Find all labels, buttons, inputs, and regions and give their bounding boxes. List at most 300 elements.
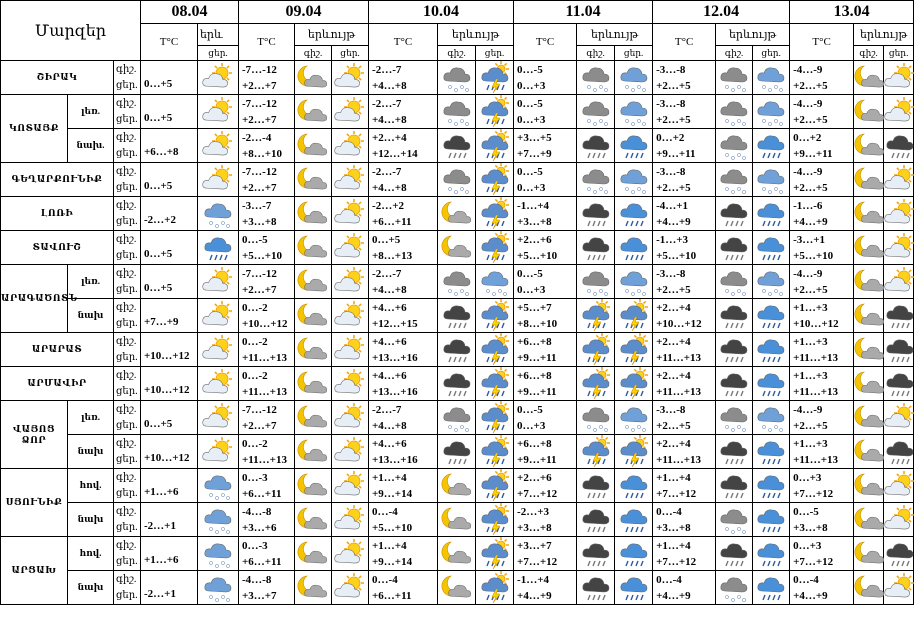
day-weather-cell — [753, 333, 790, 367]
sun-cloud-icon — [202, 267, 234, 297]
day-temperature: +7…+12 — [793, 487, 834, 500]
temperature-header: T°C — [514, 24, 577, 61]
snow-cloud-icon — [441, 165, 473, 195]
night-temperature: 0…+3 — [793, 471, 822, 484]
dark-cloud-icon — [580, 471, 612, 501]
thunder-rain-icon — [479, 505, 511, 535]
table-row — [1, 61, 914, 95]
phenomenon-header: երևույթ — [295, 24, 369, 46]
night-label: գիշ. — [295, 46, 332, 61]
night-temperature: +2…+4 — [656, 301, 691, 314]
day-weather-cell — [753, 197, 790, 231]
day-weather-cell — [332, 231, 369, 265]
night-weather-cell — [716, 197, 753, 231]
snow-cloud-icon — [441, 63, 473, 93]
dark-cloud-icon — [884, 301, 916, 331]
phenomenon-header: երևույթ — [854, 24, 914, 46]
night-label: գիշ. — [116, 267, 137, 279]
zone-label: նախ — [68, 299, 114, 333]
dark-cloud-icon — [718, 233, 750, 263]
night-weather-cell — [716, 129, 753, 163]
night-weather-cell — [438, 469, 476, 503]
sun-cloud-icon — [202, 97, 234, 127]
night-label: գիշ. — [116, 233, 137, 245]
night-temperature: 0…-5 — [517, 63, 543, 76]
night-temperature: +2…+6 — [517, 233, 552, 246]
day-temperature: +2…+7 — [242, 181, 277, 194]
day-temperature: +2…+7 — [242, 419, 277, 432]
night-temperature: -4…+1 — [656, 199, 689, 212]
moon-cloud-icon — [441, 199, 473, 229]
sun-cloud-icon — [202, 335, 234, 365]
snow-cloud-icon — [441, 403, 473, 433]
day-temperature: +13…+16 — [372, 351, 418, 364]
day-weather-cell — [332, 197, 369, 231]
sun-cloud-icon — [334, 437, 366, 467]
weather-cell — [198, 197, 239, 231]
day-temperature: +5…+10 — [793, 249, 834, 262]
day-temperature: 0…+5 — [141, 401, 198, 435]
day-temperature: +3…+8 — [517, 215, 552, 228]
moon-cloud-icon — [297, 369, 329, 399]
day-weather-cell — [884, 367, 914, 401]
table-row — [1, 299, 914, 333]
night-label: գիշ. — [438, 46, 476, 61]
night-weather-cell — [438, 503, 476, 537]
snow-cloud-icon — [718, 267, 750, 297]
night-weather-cell — [438, 129, 476, 163]
moon-cloud-icon — [297, 233, 329, 263]
night-temperature: -4…-9 — [793, 165, 823, 178]
night-temperature: +1…+4 — [656, 471, 691, 484]
day-weather-cell — [884, 537, 914, 571]
night-temperature: 0…-2 — [242, 369, 268, 382]
night-weather-cell — [295, 61, 332, 95]
day-weather-cell — [332, 265, 369, 299]
night-weather-cell — [438, 333, 476, 367]
region-name: ԱՐՄԱՎԻՐ — [1, 367, 114, 401]
thunder-rain-icon — [479, 199, 511, 229]
day-weather-cell — [332, 435, 369, 469]
snow-cloud-icon — [441, 97, 473, 127]
night-temperature: -4…-8 — [242, 573, 272, 586]
night-weather-cell — [438, 537, 476, 571]
snow-cloud-icon — [718, 403, 750, 433]
day-weather-cell — [753, 163, 790, 197]
day-weather-cell — [615, 265, 653, 299]
night-weather-cell — [438, 163, 476, 197]
moon-cloud-icon — [297, 335, 329, 365]
night-weather-cell — [295, 129, 332, 163]
thunder-rain-icon — [479, 539, 511, 569]
dark-cloud-icon — [441, 131, 473, 161]
night-weather-cell — [854, 129, 884, 163]
temperature-header: T°C — [369, 24, 438, 61]
region-name: ԱՐԱԳԱԾՈՏՆ — [1, 265, 68, 333]
night-weather-cell — [577, 61, 615, 95]
day-temperature: +2…+5 — [656, 283, 691, 296]
sun-cloud-icon — [334, 267, 366, 297]
day-weather-cell — [884, 265, 914, 299]
day-temperature: +9…+11 — [517, 385, 557, 398]
day-temperature: +6…+11 — [372, 589, 412, 602]
day-weather-cell — [753, 129, 790, 163]
day-weather-cell — [476, 163, 514, 197]
rain-cloud-icon — [755, 573, 787, 603]
day-weather-cell — [615, 401, 653, 435]
night-weather-cell — [577, 435, 615, 469]
rain-cloud-icon — [755, 335, 787, 365]
day-weather-cell — [476, 333, 514, 367]
day-temperature: +2…+7 — [242, 79, 277, 92]
snow-cloud-icon — [718, 165, 750, 195]
night-weather-cell — [438, 401, 476, 435]
thunder-rain-icon — [580, 335, 612, 365]
day-label: ցեր. — [198, 46, 239, 61]
weather-cell — [198, 231, 239, 265]
night-temperature: -7…-12 — [242, 165, 277, 178]
rain-snow-icon — [618, 165, 650, 195]
dark-cloud-icon — [718, 437, 750, 467]
night-weather-cell — [716, 61, 753, 95]
dark-cloud-icon — [884, 539, 916, 569]
rain-snow-icon — [618, 403, 650, 433]
thunder-rain-icon — [479, 233, 511, 263]
day-temperature: +10…+12 — [242, 317, 288, 330]
night-weather-cell — [716, 163, 753, 197]
thunder-rain-icon — [479, 335, 511, 365]
rain-snow-icon — [755, 403, 787, 433]
night-weather-cell — [577, 571, 615, 605]
day-weather-cell — [476, 367, 514, 401]
night-weather-cell — [438, 435, 476, 469]
day-temperature: +11…+13 — [793, 385, 839, 398]
rain-snow-icon — [202, 505, 234, 535]
dark-cloud-icon — [718, 539, 750, 569]
phenomenon-header: երև — [198, 24, 239, 46]
weather-cell — [198, 503, 239, 537]
day-temperature: +11…+13 — [242, 385, 287, 398]
rain-cloud-icon — [618, 131, 650, 161]
dark-cloud-icon — [580, 233, 612, 263]
day-temperature: -2…+2 — [141, 197, 198, 231]
weather-cell — [198, 129, 239, 163]
day-label: ցեր. — [116, 351, 138, 363]
day-temperature: +7…+12 — [517, 555, 558, 568]
rain-snow-icon — [202, 539, 234, 569]
moon-cloud-icon — [854, 505, 886, 535]
night-weather-cell — [295, 367, 332, 401]
dark-cloud-icon — [441, 437, 473, 467]
day-weather-cell — [476, 435, 514, 469]
rain-cloud-icon — [755, 437, 787, 467]
night-temperature: +1…+3 — [793, 437, 828, 450]
rain-snow-icon — [618, 97, 650, 127]
table-row — [1, 129, 914, 163]
sun-cloud-icon — [202, 301, 234, 331]
night-temperature: 0…-2 — [242, 335, 268, 348]
day-label: ցեր. — [116, 181, 138, 193]
day-temperature: 0…+3 — [517, 181, 546, 194]
thunder-rain-icon — [580, 437, 612, 467]
day-weather-cell — [884, 95, 914, 129]
day-temperature: +11…+13 — [656, 351, 702, 364]
sun-cloud-icon — [884, 63, 916, 93]
moon-cloud-icon — [854, 233, 886, 263]
night-weather-cell — [577, 265, 615, 299]
day-temperature: 0…+3 — [517, 113, 546, 126]
day-temperature: +5…+10 — [517, 249, 558, 262]
night-weather-cell — [854, 231, 884, 265]
dark-cloud-icon — [718, 369, 750, 399]
day-weather-cell — [476, 265, 514, 299]
day-label: ցեր. — [116, 317, 138, 329]
rain-snow-icon — [755, 97, 787, 127]
moon-cloud-icon — [297, 131, 329, 161]
day-temperature: +10…+12 — [141, 435, 198, 469]
day-temperature: +2…+5 — [793, 79, 828, 92]
rain-cloud-icon — [755, 233, 787, 263]
sun-cloud-icon — [334, 471, 366, 501]
weather-cell — [198, 367, 239, 401]
temperature-header: T°C — [790, 24, 854, 61]
weather-cell — [198, 401, 239, 435]
day-weather-cell — [476, 129, 514, 163]
night-label: գիշ. — [116, 437, 137, 449]
night-weather-cell — [577, 401, 615, 435]
day-weather-cell — [884, 571, 914, 605]
moon-cloud-icon — [854, 97, 886, 127]
day-temperature: +5…+10 — [372, 521, 413, 534]
rain-cloud-icon — [618, 539, 650, 569]
day-weather-cell — [753, 265, 790, 299]
moon-cloud-icon — [441, 573, 473, 603]
table-row — [1, 333, 914, 367]
night-weather-cell — [577, 537, 615, 571]
weather-cell — [198, 163, 239, 197]
dark-cloud-icon — [441, 301, 473, 331]
day-temperature: +2…+5 — [793, 181, 828, 194]
night-temperature: +3…+7 — [517, 539, 552, 552]
rain-cloud-icon — [755, 131, 787, 161]
night-weather-cell — [854, 299, 884, 333]
day-temperature: +2…+5 — [656, 79, 691, 92]
region-name: ԿՈՏԱՅՔ — [1, 95, 68, 163]
moon-cloud-icon — [854, 131, 886, 161]
region-name: ՇԻՐԱԿ — [1, 61, 114, 95]
night-weather-cell — [716, 299, 753, 333]
day-temperature: +1…+6 — [141, 469, 198, 503]
night-weather-cell — [716, 333, 753, 367]
day-weather-cell — [476, 503, 514, 537]
day-temperature: 0…+3 — [517, 283, 546, 296]
sun-cloud-icon — [884, 165, 916, 195]
day-temperature: +2…+5 — [656, 419, 691, 432]
night-temperature: +1…+4 — [372, 539, 407, 552]
day-weather-cell — [884, 503, 914, 537]
day-temperature: +2…+5 — [793, 113, 828, 126]
day-label: ցեր. — [116, 113, 138, 125]
day-weather-cell — [615, 129, 653, 163]
day-temperature: +7…+12 — [656, 487, 697, 500]
table-row — [1, 435, 914, 469]
day-header: 11.04 — [514, 1, 653, 24]
day-weather-cell — [615, 163, 653, 197]
night-weather-cell — [577, 129, 615, 163]
night-temperature: +4…+6 — [372, 301, 407, 314]
night-weather-cell — [716, 571, 753, 605]
day-temperature: +10…+12 — [793, 317, 839, 330]
sun-cloud-icon — [334, 301, 366, 331]
night-temperature: -3…-8 — [656, 165, 686, 178]
table-row — [1, 265, 914, 299]
night-temperature: +1…+3 — [793, 335, 828, 348]
day-weather-cell — [476, 571, 514, 605]
day-temperature: +3…+7 — [242, 589, 277, 602]
day-weather-cell — [615, 469, 653, 503]
dark-cloud-icon — [884, 335, 916, 365]
night-weather-cell — [577, 503, 615, 537]
day-temperature: +9…+14 — [372, 555, 413, 568]
day-weather-cell — [332, 61, 369, 95]
night-weather-cell — [295, 503, 332, 537]
snow-cloud-icon — [718, 573, 750, 603]
thunder-rain-icon — [479, 403, 511, 433]
rain-snow-icon — [755, 63, 787, 93]
thunder-rain-icon — [479, 471, 511, 501]
sun-cloud-icon — [202, 403, 234, 433]
day-weather-cell — [884, 197, 914, 231]
night-temperature: +6…+8 — [517, 335, 552, 348]
night-label: գիշ. — [577, 46, 615, 61]
night-weather-cell — [295, 265, 332, 299]
day-weather-cell — [753, 61, 790, 95]
day-weather-cell — [884, 129, 914, 163]
sun-cloud-icon — [884, 573, 916, 603]
dark-cloud-icon — [718, 335, 750, 365]
zone-label: նախ — [68, 503, 114, 537]
night-weather-cell — [295, 299, 332, 333]
thunder-rain-icon — [618, 369, 650, 399]
night-temperature: -2…+3 — [517, 505, 549, 518]
night-temperature: -4…-9 — [793, 97, 823, 110]
night-weather-cell — [716, 265, 753, 299]
night-temperature: -1…+4 — [517, 199, 549, 212]
night-temperature: 0…-3 — [242, 539, 268, 552]
night-weather-cell — [716, 537, 753, 571]
day-label: ցեր. — [116, 419, 138, 431]
day-temperature: +10…+12 — [141, 333, 198, 367]
day-temperature: +6…+8 — [141, 129, 198, 163]
day-temperature: 0…+5 — [141, 265, 198, 299]
night-temperature: -3…-8 — [656, 63, 686, 76]
day-temperature: +7…+9 — [141, 299, 198, 333]
night-temperature: 0…-4 — [656, 573, 682, 586]
rain-cloud-icon — [755, 505, 787, 535]
rain-cloud-icon — [755, 301, 787, 331]
sun-cloud-icon — [334, 97, 366, 127]
moon-cloud-icon — [854, 403, 886, 433]
day-weather-cell — [332, 163, 369, 197]
region-name: ԳԵՂԱՐՔՈՒՆԻՔ — [1, 163, 114, 197]
moon-cloud-icon — [441, 471, 473, 501]
sun-cloud-icon — [884, 199, 916, 229]
moon-cloud-icon — [297, 267, 329, 297]
moon-cloud-icon — [297, 301, 329, 331]
day-label: ցեր. — [116, 487, 138, 499]
snow-cloud-icon — [718, 131, 750, 161]
night-temperature: +1…+3 — [793, 369, 828, 382]
weather-cell — [198, 537, 239, 571]
rain-snow-icon — [618, 267, 650, 297]
day-temperature: +4…+9 — [656, 215, 691, 228]
thunder-rain-icon — [479, 369, 511, 399]
day-header: 08.04 — [141, 1, 239, 24]
night-weather-cell — [577, 299, 615, 333]
night-temperature: -2…-7 — [372, 63, 402, 76]
day-temperature: 0…+5 — [141, 95, 198, 129]
dark-cloud-icon — [580, 573, 612, 603]
moon-cloud-icon — [441, 505, 473, 535]
day-temperature: +8…+10 — [517, 317, 558, 330]
region-name: ԼՈՌԻ — [1, 197, 114, 231]
dark-cloud-icon — [718, 199, 750, 229]
night-weather-cell — [295, 469, 332, 503]
day-temperature: +11…+13 — [242, 453, 287, 466]
thunder-rain-icon — [479, 301, 511, 331]
night-temperature: -1…-6 — [793, 199, 823, 212]
moon-cloud-icon — [441, 233, 473, 263]
day-temperature: +1…+6 — [141, 537, 198, 571]
day-weather-cell — [615, 197, 653, 231]
day-weather-cell — [884, 61, 914, 95]
dark-cloud-icon — [884, 437, 916, 467]
thunder-rain-icon — [580, 301, 612, 331]
night-temperature: 0…-4 — [656, 505, 682, 518]
thunder-rain-icon — [618, 335, 650, 365]
day-temperature: +13…+16 — [372, 453, 418, 466]
day-label: ցեր. — [615, 46, 653, 61]
night-weather-cell — [577, 469, 615, 503]
day-label: ցեր. — [116, 521, 138, 533]
night-temperature: 0…-5 — [517, 267, 543, 280]
night-temperature: 0…-2 — [242, 301, 268, 314]
night-temperature: +2…+4 — [656, 437, 691, 450]
temperature-header: T°C — [141, 24, 198, 61]
sun-cloud-icon — [334, 573, 366, 603]
day-weather-cell — [476, 95, 514, 129]
day-temperature: 0…+5 — [141, 61, 198, 95]
day-label: ցեր. — [753, 46, 790, 61]
day-weather-cell — [753, 435, 790, 469]
night-weather-cell — [577, 333, 615, 367]
thunder-rain-icon — [479, 437, 511, 467]
phenomenon-header: երևույթ — [716, 24, 790, 46]
thunder-rain-icon — [479, 131, 511, 161]
rain-cloud-icon — [618, 233, 650, 263]
day-weather-cell — [332, 95, 369, 129]
moon-cloud-icon — [297, 165, 329, 195]
night-label: գիշ. — [116, 505, 137, 517]
sun-cloud-icon — [202, 165, 234, 195]
day-temperature: -2…+1 — [141, 571, 198, 605]
table-row — [1, 571, 914, 605]
region-name: ՍՅՈՒՆԻՔ — [1, 469, 68, 537]
night-temperature: -7…-12 — [242, 63, 277, 76]
sun-cloud-icon — [884, 403, 916, 433]
zone-label: հով. — [68, 537, 114, 571]
day-weather-cell — [615, 435, 653, 469]
